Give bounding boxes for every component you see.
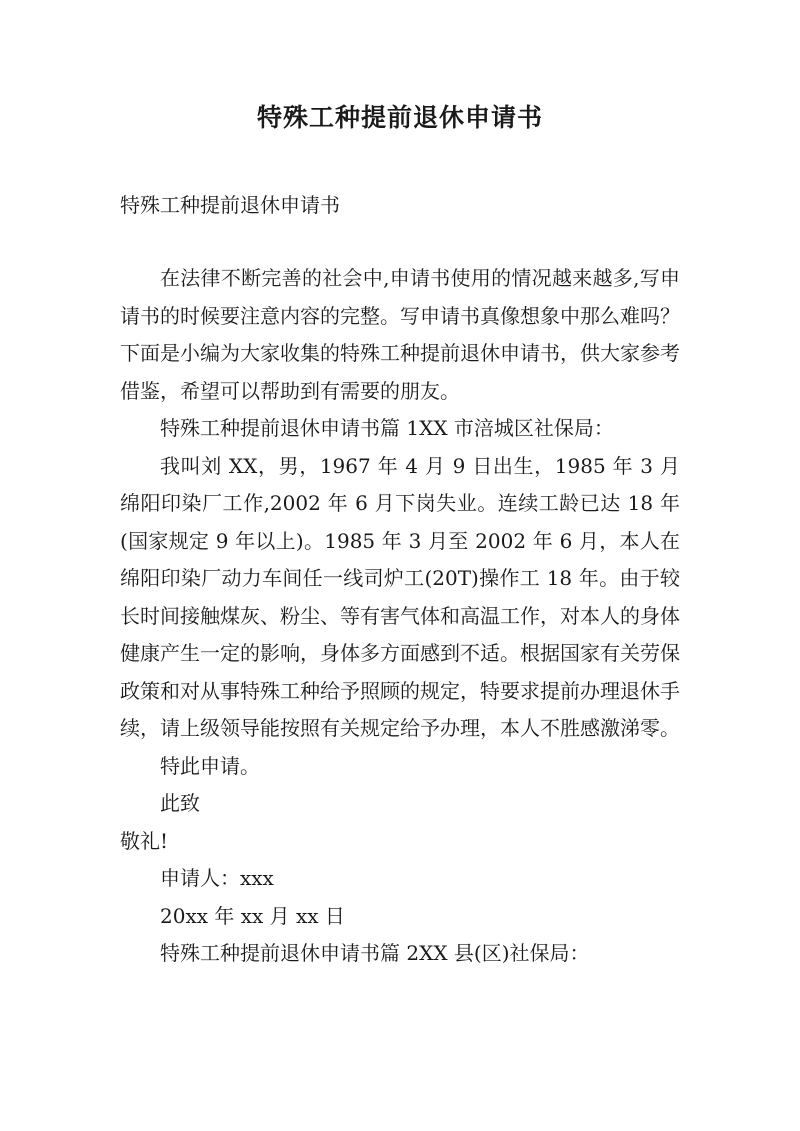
- applicant-line: 申请人：xxx: [160, 866, 274, 890]
- section-heading-1: 特殊工种提前退休申请书篇 1XX 市涪城区社保局：: [160, 416, 614, 440]
- document-title: 特殊工种提前退休申请书: [256, 103, 543, 132]
- document-subtitle: 特殊工种提前退休申请书: [120, 193, 340, 217]
- closing-salutation: 此致: [160, 791, 200, 815]
- letter-body-paragraph: 我叫刘 XX，男，1967 年 4 月 9 日出生，1985 年 3 月绵阳印染厂工作,2002 年 6 月下岗失业。连续工龄已达 18 年(国家规定 9 年以上)。1985 年 3 月至 2002 年 6 月，本人在绵阳印染厂动力车间任一线司炉工(20T)操作工 18 年。由于较长时间接触煤灰、粉尘、等有害气体和高温工作，对本人的身体健康产生一定的影响，身体多方面感到不适。根据国家有关劳保政策和对从事特殊工种给予照顾的规定，特要求提前办理退休手续，请上级领导能按照有关规定给予办理，本人不胜感激涕零。: [120, 453, 680, 740]
- intro-paragraph: 在法律不断完善的社会中,申请书使用的情况越来越多,写申请书的时候要注意内容的完整。写申请书真像想象中那么难吗？下面是小编为大家收集的特殊工种提前退休申请书，供大家参考借鉴，希望可以帮助到有需要的朋友。: [120, 266, 680, 403]
- document-body: [120, 260, 680, 973]
- section-heading-2: 特殊工种提前退休申请书篇 2XX 县(区)社保局：: [160, 941, 590, 965]
- closing-respect: 敬礼!: [120, 828, 169, 853]
- closing-request: 特此申请。: [160, 753, 260, 778]
- date-line: 20xx 年 xx 月 xx 日: [160, 903, 345, 928]
